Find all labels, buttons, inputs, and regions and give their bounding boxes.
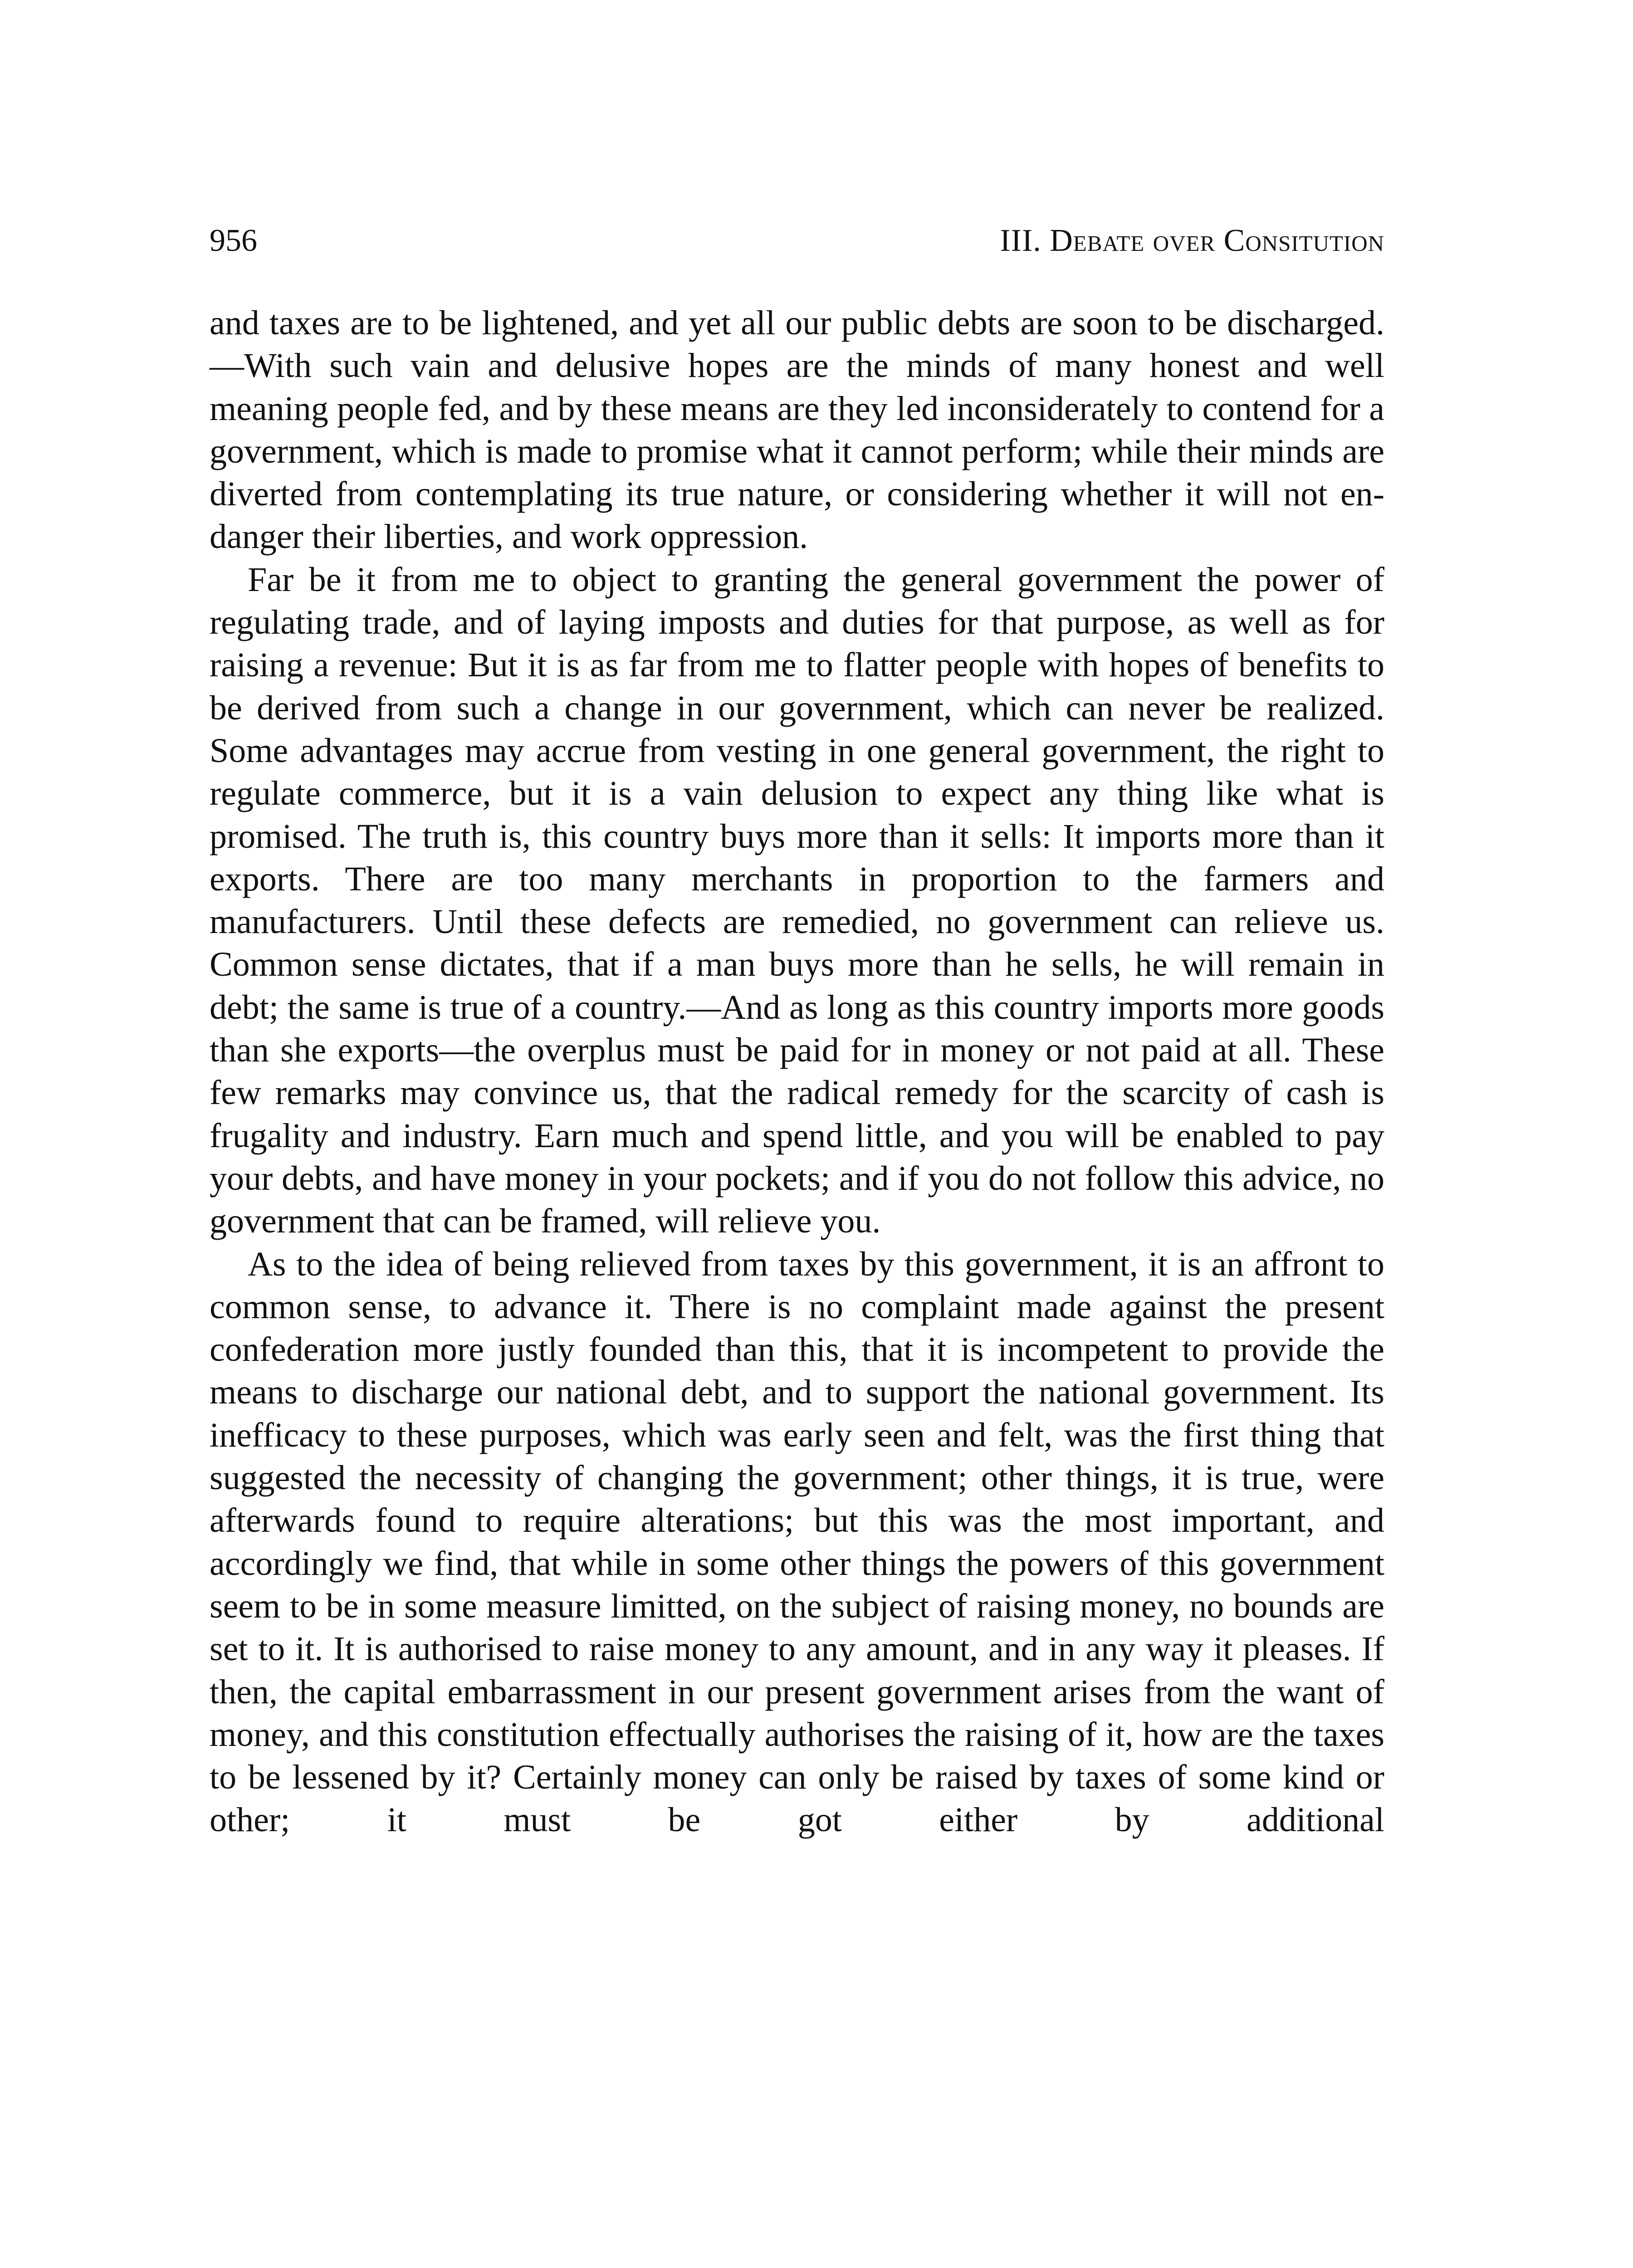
paragraph-taxes: As to the idea of being relieved from taxes by this government, it is an affront to common sense, to advance it. There is no complaint made against the present confederation more justly founded than this, that it is incompetent to provide the means to discharge our national debt, and to support the national government. Its inefficacy to these purposes, which was early seen and felt, was the first thing that suggested the necessity of changing the government; other things, it is true, were afterwards found to require alterations; but this was the most important, and accordingly we find, that while in some other things the powers of this government seem to be in some measure limitted, on the subject of raising money, no bounds are set to it. It is authorised to raise money to any amount, and in any way it pleases. If then, the capital embarrassment in our present government arises from the want of money, and this constitution effectually authorises the raising of it, how are the taxes to be lessened by it? Certainly money can only be raised by taxes of some kind or other; it must be got either by additional bbox=[210, 1245, 1384, 1839]
section-title: III. Debate over Consitution bbox=[1000, 223, 1384, 258]
paragraph-trade: Far be it from me to object to granting the general government the power of regulating trade, and of laying imposts and duties for that purpose, as well as for raising a revenue: But it is as far from me to flatter people with hopes of benefits to be derived from such a change in our government, which can never be realized. Some advantages may accrue from vesting in one general government, the right to regulate commerce, but it is a vain delusion to expect any thing like what is promised. The truth is, this country buys more than it sells: It imports more than it exports. There are too many merchants in proportion to the farmers and manufacturers. Until these defects are remedied, no government can relieve us. Common sense dictates, that if a man buys more than he sells, he will remain in debt; the same is true of a country.—And as long as this country imports more goods than she exports—the overplus must be paid for in money or not paid at all. These few remarks may convince us, that the radical remedy for the scarcity of cash is frugality and industry. Earn much and spend little, and you will be enabled to pay your debts, and have money in your pockets; and if you do not follow this advice, no government that can be framed, will relieve you. bbox=[210, 560, 1384, 1241]
running-head bbox=[210, 220, 1384, 261]
paragraph-continued: and taxes are to be lightened, and yet all our public debts are soon to be discharged.—With such vain and delusive hopes are the minds of many honest and well meaning people fed, and by these means are they led inconsiderately to contend for a government, which is made to promise what it cannot perform; while their minds are diverted from contemplating its true nature, or considering whether it will not endanger their liberties, and work oppression. bbox=[210, 304, 1384, 556]
page-number: 956 bbox=[210, 223, 257, 258]
body-text bbox=[210, 302, 1384, 1842]
